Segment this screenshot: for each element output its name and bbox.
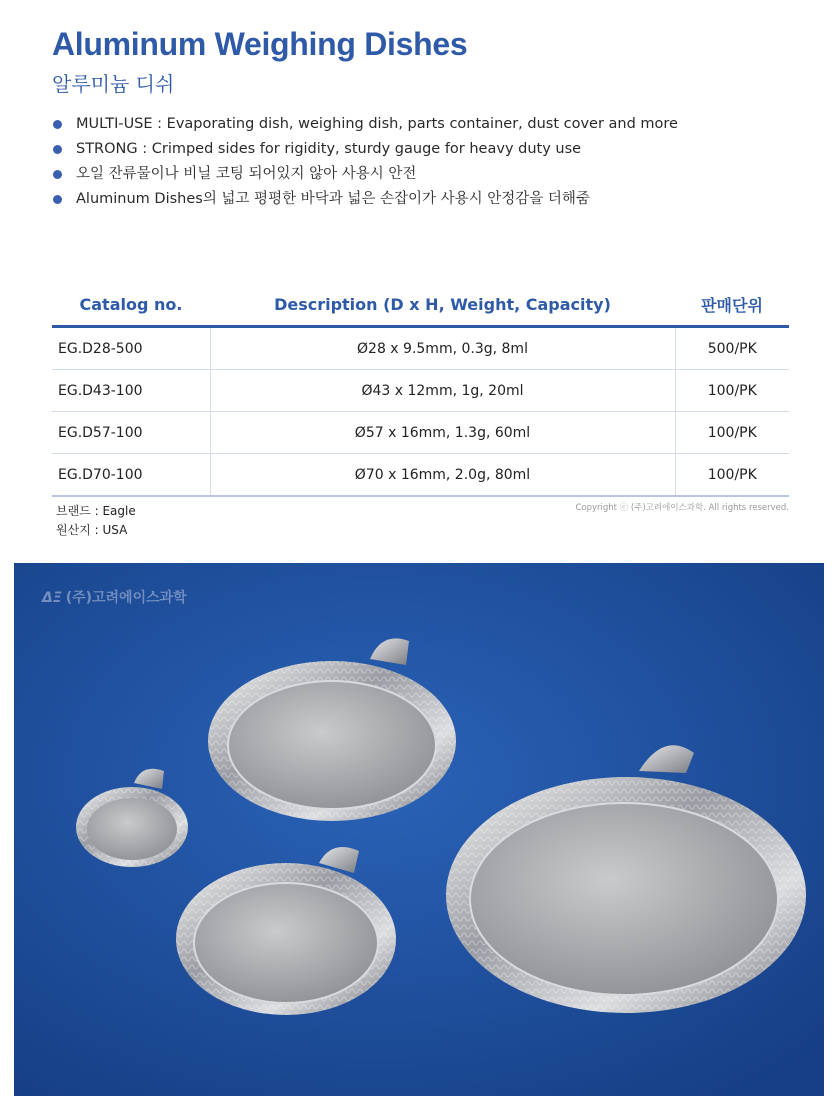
- feature-item: [52, 137, 678, 162]
- sales-unit-cell: 500/PK: [675, 327, 789, 370]
- aluminum-dishes-illustration: [14, 563, 824, 1096]
- logo-text: (주)고려에이스과학: [65, 590, 187, 606]
- header-description: Description (D x H, Weight, Capacity): [210, 283, 675, 327]
- catalog-no-cell: EG.D57-100: [52, 412, 210, 454]
- page-title: Aluminum Weighing Dishes: [52, 26, 468, 62]
- table-row: [52, 370, 789, 412]
- bullet-icon: [53, 195, 62, 204]
- sales-unit-cell: 100/PK: [675, 454, 789, 497]
- sales-unit-cell: 100/PK: [675, 370, 789, 412]
- table-row: [52, 454, 789, 497]
- table-header-row: [52, 283, 789, 327]
- company-logo: [42, 587, 187, 607]
- product-meta: [56, 502, 136, 540]
- description-cell: Ø57 x 16mm, 1.3g, 60ml: [210, 412, 675, 454]
- feature-item: [52, 112, 678, 137]
- description-cell: Ø28 x 9.5mm, 0.3g, 8ml: [210, 327, 675, 370]
- catalog-no-cell: EG.D43-100: [52, 370, 210, 412]
- table-row: [52, 412, 789, 454]
- feature-item: [52, 162, 678, 187]
- header-catalog-no: Catalog no.: [52, 283, 210, 327]
- page-subtitle: 알루미늄 디쉬: [52, 72, 175, 96]
- feature-text: Aluminum Dishes의 넓고 평평한 바닥과 넓은 손잡이가 사용시 안정감을 더해줌: [76, 191, 590, 207]
- header-sales-unit: 판매단위: [675, 283, 789, 327]
- product-photo: [14, 563, 824, 1096]
- sales-unit-cell: 100/PK: [675, 412, 789, 454]
- logo-mark: ΔΞ: [42, 590, 62, 606]
- bullet-icon: [53, 145, 62, 154]
- feature-text: MULTI-USE : Evaporating dish, weighing dish, parts container, dust cover and more: [76, 116, 678, 132]
- product-table: [52, 283, 789, 497]
- table-row: [52, 327, 789, 370]
- bullet-icon: [53, 170, 62, 179]
- description-cell: Ø43 x 12mm, 1g, 20ml: [210, 370, 675, 412]
- origin-text: 원산지 : USA: [56, 523, 128, 537]
- catalog-no-cell: EG.D28-500: [52, 327, 210, 370]
- bullet-icon: [53, 120, 62, 129]
- feature-text: STRONG : Crimped sides for rigidity, sturdy gauge for heavy duty use: [76, 141, 582, 157]
- brand-text: 브랜드 : Eagle: [56, 504, 136, 518]
- feature-item: [52, 187, 678, 212]
- copyright-text: Copyright ⓒ (주)고려에이스과학. All rights reserved.: [575, 503, 789, 513]
- feature-text: 오일 잔류물이나 비닐 코팅 되어있지 않아 사용시 안전: [76, 166, 417, 182]
- feature-list: [52, 112, 678, 212]
- catalog-no-cell: EG.D70-100: [52, 454, 210, 497]
- description-cell: Ø70 x 16mm, 2.0g, 80ml: [210, 454, 675, 497]
